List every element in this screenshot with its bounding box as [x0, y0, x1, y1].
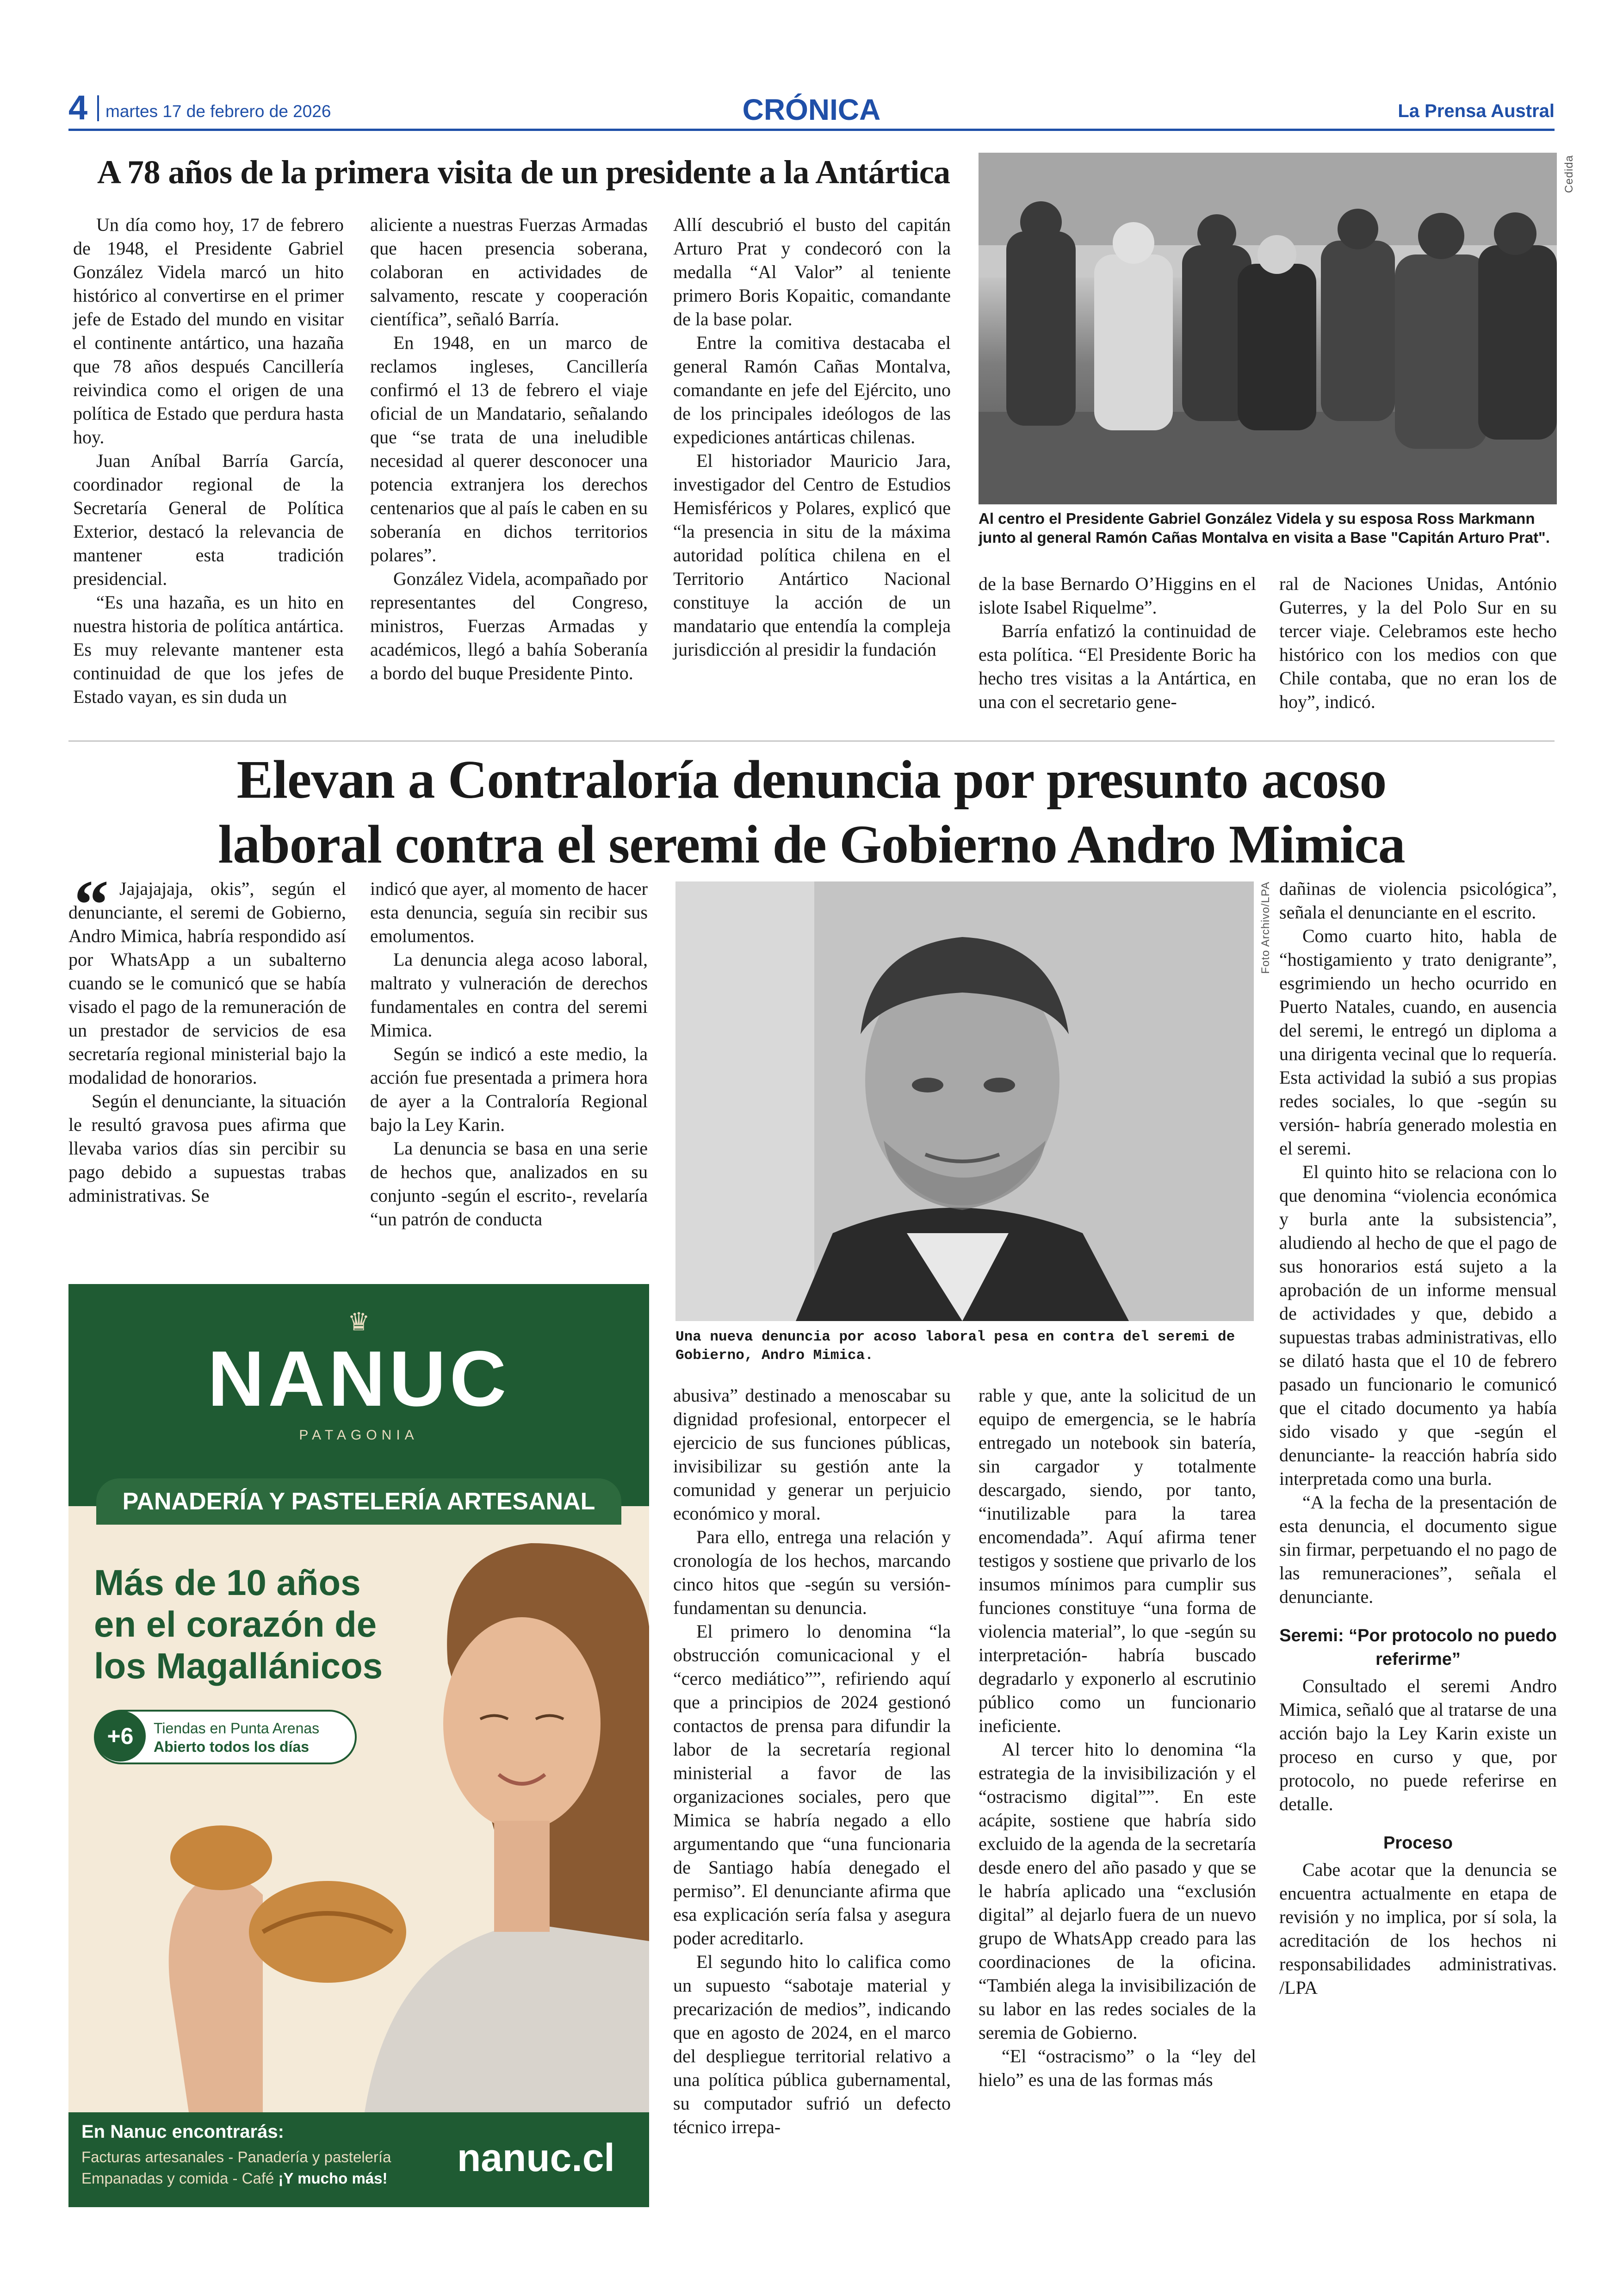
paragraph: aliciente a nuestras Fuerzas Armadas que hacen presencia soberana, colaboran en actividades de salvamento, rescate y cooperación científica”, señaló Barría.	[370, 214, 648, 329]
ad-crown-icon: ♛	[347, 1308, 370, 1336]
article1-column-2	[370, 213, 648, 685]
article-divider	[68, 740, 1555, 742]
ad-brand-sub: PATAGONIA	[299, 1427, 419, 1443]
ad-banner: PANADERÍA Y PASTELERÍA ARTESANAL	[96, 1478, 621, 1525]
article2-photo-caption: Una nueva denuncia por acoso laboral pesa en contra del seremi de Gobierno, Andro Mimica.	[675, 1329, 1235, 1364]
ad-footer-line-2b: ¡Y mucho más!	[278, 2170, 388, 2187]
ad-badge-number: +6	[95, 1711, 146, 1762]
paragraph: Allí descubrió el busto del capitán Arturo Prat y condecoró con la medalla “Al Valor” al teniente primero Boris Kopaitic, comandante de la base polar.	[673, 214, 951, 329]
paragraph: Barría enfatizó la continuidad de esta política. “El Presidente Boric ha hecho tres visitas a la Antártica, en una con el secretario gene-	[979, 621, 1256, 712]
paragraph: Jajajajaja, okis”, según el denunciante, el seremi de Gobierno, Andro Mimica, habría respondido así por WhatsApp a un subalterno cuando se le comunicó que se había visado el pago de la remuneración de un prestador de servicios de esa secretaría regional ministerial bajo la modalidad de honorarios.	[68, 878, 346, 1088]
ad-badge-line-2: Abierto todos los días	[154, 1738, 310, 1755]
ad-headline-line-2: en el corazón de	[94, 1604, 377, 1644]
paragraph: de la base Bernardo O’Higgins en el islote Isabel Riquelme”.	[979, 573, 1256, 618]
paragraph: “El “ostracismo” o la “ley del hielo” es una de las formas más	[979, 2046, 1256, 2090]
ad-footer-line-2	[81, 2170, 388, 2187]
paragraph: Cabe acotar que la denuncia se encuentra actualmente en etapa de revisión y no implica, por sí sola, la acreditación de los hechos ni responsabilidades administrativas. /LPA	[1279, 1859, 1557, 1998]
dropcap-quote: “	[74, 866, 109, 943]
section-name: CRÓNICA	[742, 93, 881, 126]
ad-headline	[94, 1562, 383, 1687]
article1-column-4	[979, 572, 1256, 714]
article1-column-1	[73, 213, 344, 708]
article1-column-3	[673, 213, 951, 661]
paragraph: rable y que, ante la solicitud de un equipo de emergencia, se le habría entregado un notebook sin batería, sin cargador y totalmente descargado, siendo, por tanto, “inutilizable para la tarea encomendada”. Aquí afirma tener testigos y sostiene que privarlo de los insumos mínimos para cumplir sus funciones constituye “una forma de violencia material”, lo que -según su interpretación- habría buscado degradarlo y exponerlo al escrutinio público como un funcionario ineficiente.	[979, 1385, 1256, 1736]
article2-headline	[68, 747, 1555, 877]
ad-stores-badge	[94, 1710, 357, 1764]
article2-headline-line-1: Elevan a Contraloría denuncia por presunto acoso	[236, 749, 1387, 810]
ad-footer-line-2a: Empanadas y comida - Café	[81, 2170, 279, 2187]
paragraph: Como cuarto hito, habla de “hostigamiento y trato denigrante”, esgrimiendo un hecho ocurrido en Puerto Natales, cuando, en ausencia del seremi, le entregó un diploma a una dirigenta vecinal que lo requería. Esta actividad la subió a sus propias redes sociales, lo que -según su versión- habría generado molestia en el seremi.	[1279, 925, 1557, 1159]
paragraph: indicó que ayer, al momento de hacer esta denuncia, seguía sin recibir sus emolumentos.	[370, 878, 648, 946]
article2-column-1	[68, 877, 346, 1207]
ad-website-link[interactable]: nanuc.cl	[457, 2136, 615, 2179]
paragraph: El quinto hito se relaciona con lo que denomina “violencia económica y burla ante la subsistencia”, aludiendo al hecho de que el pago de sus honorarios está sujeto a la aprobación de un informe mensual de actividades y que, debido a supuestas trabas administrativas, ello se dilató hasta que el 10 de febrero pasado un funcionario le comunicó que el citado documento ya había sido visado y que -según el denunciante- la reacción habría sido interpretada como una burla.	[1279, 1161, 1557, 1489]
paragraph: Al tercer hito lo denomina “la estrategia de la invisibilización y el “ostracismo digital””. En este acápite, sostiene que habría sido excluido de la agenda de la secretaría desde enero del año pasado y que se le habría aplicado una “exclusión digital” al dejarlo fuera de un nuevo grupo de WhatsApp creado para las coordinaciones de la oficina. “También alega la invisibilización de su labor en las redes sociales de la seremia de Gobierno.	[979, 1739, 1256, 2043]
publication-name: La Prensa Austral	[1398, 101, 1555, 121]
paragraph: En 1948, en un marco de reclamos ingleses, Cancillería confirmó el 13 de febrero el viaje oficial de un Mandatario, señalando que “se trata de una ineludible necesidad al querer desconocer una potencia extranjera los derechos centenarios que al país le caben en su soberanía en dichos territorios polares”.	[370, 332, 648, 565]
paragraph: “A la fecha de la presentación de esta denuncia, el documento sigue sin firmar, perpetuando el no pago de las remuneraciones”, señala el denunciante.	[1279, 1492, 1557, 1607]
article2-column-2	[370, 877, 648, 1231]
article2-headline-line-2: laboral contra el seremi de Gobierno Andro Mimica	[218, 814, 1405, 875]
paragraph: Según el denunciante, la situación le resultó gravosa pues afirma que llevaba varios días sin percibir su pago debido a supuestas trabas administrativas. Se	[68, 1091, 346, 1206]
article2-photo-credit: Foto Archivo/LPA	[1259, 881, 1272, 974]
portrait-illustration	[675, 881, 1254, 1321]
paragraph: La denuncia se basa en una serie de hechos que, analizados en su conjunto -según el escrito-, revelaría “un patrón de conducta	[370, 1138, 648, 1229]
paragraph: El primero lo denomina “la obstrucción comunicacional y el “cerco mediático””, refiriendo aquí que a principios de 2024 gestionó contactos de prensa para difundir la labor de la secretaría regional ministerial a favor de las organizaciones sociales, pero que Mimica se habría negado a ello argumentando que “una funcionaria de Santiago había denegado el permiso”. El denunciante afirma que esa explicación sería falsa y asegura poder acreditarlo.	[673, 1621, 951, 1948]
paragraph: El historiador Mauricio Jara, investigador del Centro de Estudios Hemisféricos y Polares, explicó que “la presencia in situ de la máxima autoridad política chilena en el Territorio Antártico Nacional constituye la acción de un mandatario que entendía la compleja jurisdicción al presidir la fundación	[673, 450, 951, 660]
paragraph: “Es una hazaña, es un hito en nuestra historia de política antártica. Es muy relevante mantener esta continuidad de que los jefes de Estado vayan, es sin duda un	[73, 592, 344, 707]
paragraph: Para ello, entrega una relación y cronología de los hechos, marcando cinco hitos que -según su versión- fundamentan su denuncia.	[673, 1527, 951, 1618]
paragraph: González Videla, acompañado por representantes del Congreso, ministros, Fuerzas Armadas y académicos, llegó a bahía Soberanía a bordo del buque Presidente Pinto.	[370, 568, 648, 683]
paragraph: Según se indicó a este medio, la acción fue presentada a primera hora de ayer a la Contraloría Regional bajo la Ley Karin.	[370, 1043, 648, 1135]
paragraph: ral de Naciones Unidas, António Guterres, y la del Polo Sur en su tercer viaje. Celebramos este hecho histórico con los medios con que Chile contaba, que no eran los de hoy”, indicó.	[1279, 573, 1557, 712]
subhead-proceso: Proceso	[1383, 1833, 1453, 1853]
paragraph: El segundo hito lo califica como un supuesto “sabotaje material y precarización de medios”, indicando que en agosto de 2024, en el marco del despliegue territorial relativo a una política pública gubernamental, su computador sufrió un defecto técnico irrepa-	[673, 1951, 951, 2137]
paragraph: dañinas de violencia psicológica”, señala el denunciante en el escrito.	[1279, 878, 1557, 923]
paragraph: Consultado el seremi Andro Mimica, señaló que al tratarse de una acción bajo la Ley Karin existe un proceso en curso y que, por protocolo, no puede referirse en detalle.	[1279, 1675, 1557, 1814]
subhead-seremi: Seremi: “Por protocolo no puedo referirme”	[1279, 1626, 1557, 1669]
paragraph: Un día como hoy, 17 de febrero de 1948, el Presidente Gabriel González Videla marcó un hito histórico al convertirse en el primer jefe de Estado del mundo en visitar el continente antártico, una hazaña que 78 años después Cancillería reivindica como el origen de una política de Estado que perdura hasta hoy.	[73, 214, 344, 447]
article1-title: A 78 años de la primera visita de un presidente a la Antártica	[97, 154, 950, 191]
article1-photo-caption: Al centro el Presidente Gabriel González Videla y su esposa Ross Markmann junto al general Ramón Cañas Montalva en visita a Base "Capitán Arturo Prat".	[979, 510, 1550, 546]
ad-badge-line-1: Tiendas en Punta Arenas	[154, 1720, 320, 1737]
paragraph: La denuncia alega acoso laboral, maltrato y vulneración de derechos fundamentales en contra del seremi Mimica.	[370, 949, 648, 1041]
nanuc-advertisement[interactable]	[68, 1284, 649, 2207]
paragraph: abusiva” destinado a menoscabar su dignidad profesional, entorpecer el ejercicio de sus funciones públicas, invisibilizar su gestión ante la comunidad y generar un perjuicio económico y moral.	[673, 1385, 951, 1524]
article1-column-5	[1279, 572, 1557, 714]
ad-headline-line-3: los Magallánicos	[94, 1645, 383, 1686]
article2-column-5	[1279, 877, 1557, 1999]
article2-column-3	[673, 1384, 951, 2139]
paragraph: Juan Aníbal Barría García, coordinador regional de la Secretaría General de Política Exterior, destacó la relevancia de mantener esta tradición presidencial.	[73, 450, 344, 589]
ad-footer-title: En Nanuc encontrarás:	[81, 2122, 284, 2142]
paragraph: Entre la comitiva destacaba el general Ramón Cañas Montalva, comandante en jefe del Ejército, uno de los principales ideólogos de las expediciones antárticas chilenas.	[673, 332, 951, 447]
seremi-portrait-photo	[675, 881, 1254, 1321]
header-rule	[68, 129, 1555, 131]
article1-photo-credit: Cedida	[1563, 155, 1575, 193]
issue-date: martes 17 de febrero de 2026	[105, 102, 331, 121]
ad-headline-line-1: Más de 10 años	[94, 1562, 361, 1603]
antarctica-visit-photo-illustration	[979, 153, 1557, 504]
antarctica-visit-photo	[979, 153, 1557, 504]
ad-footer-line-1: Facturas artesanales - Panadería y pastelería	[81, 2148, 391, 2166]
page-number: 4	[68, 88, 88, 127]
article2-column-4	[979, 1384, 1256, 2091]
ad-brand-logo: NANUC	[207, 1335, 510, 1423]
